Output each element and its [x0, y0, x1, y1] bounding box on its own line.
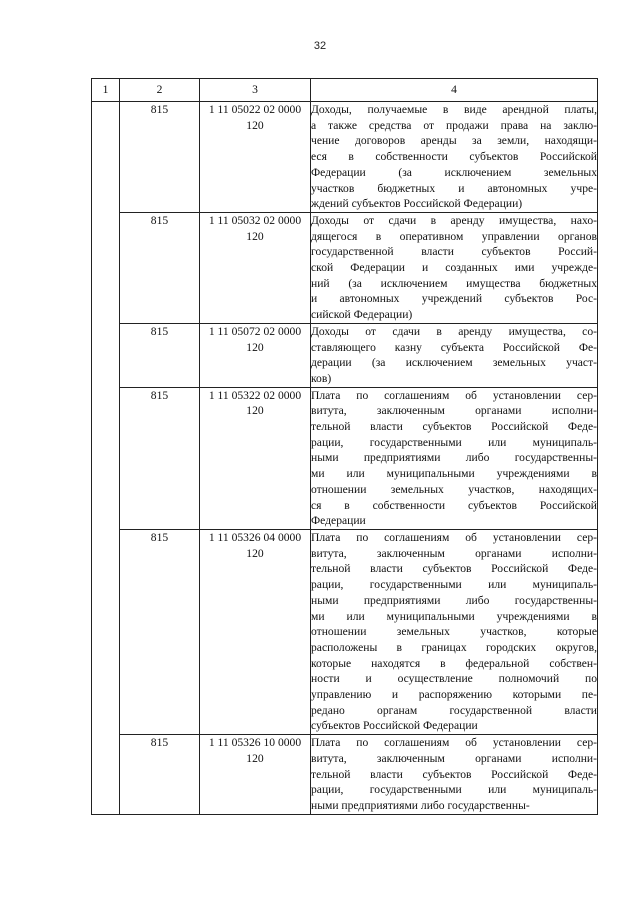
- header-row: [92, 79, 598, 102]
- administrator-code-cell: 815: [120, 529, 200, 734]
- description-line: витута, заключенным органами исполни-: [311, 546, 597, 560]
- description-line: Доходы от сдачи в аренду имущества, со-: [311, 324, 597, 338]
- revenue-description-cell: [311, 529, 598, 734]
- description-line: Доходы от сдачи в аренду имущества, нахо-: [311, 213, 597, 227]
- description-line: рации, государственными или муниципаль-: [311, 783, 597, 797]
- description-line: управлению и распоряжению которыми пе-: [311, 688, 597, 702]
- revenue-code-cell: 1 11 05326 04 0000 120: [200, 529, 311, 734]
- description-line: субъектов Российской Федерации: [311, 719, 478, 733]
- description-line: отношении земельных участков, которые: [311, 625, 597, 639]
- administrator-code-cell: 815: [120, 102, 200, 213]
- empty-column-1-cell: [92, 102, 120, 815]
- description-line: тельной власти субъектов Российской Феде-: [311, 420, 597, 434]
- description-line: Федерации (за исключением земельных: [311, 165, 597, 179]
- description-line: ми или муниципальными учреждениями в: [311, 609, 597, 623]
- table-header: [92, 79, 598, 102]
- description-line: ности и осуществление полномочий по: [311, 672, 597, 686]
- description-line: ний (за исключением имущества бюджетных: [311, 276, 597, 290]
- description-line: рации, государственными или муниципаль-: [311, 435, 597, 449]
- table-body: [92, 102, 598, 815]
- description-line: дящегося в оперативном управлении органов: [311, 229, 597, 243]
- revenue-code-cell: 1 11 05032 02 0000 120: [200, 212, 311, 323]
- revenue-code-cell: 1 11 05072 02 0000 120: [200, 323, 311, 387]
- administrator-code-cell: 815: [120, 735, 200, 815]
- revenue-code-cell: 1 11 05326 10 0000 120: [200, 735, 311, 815]
- description-line: государственной власти субъектов Россий-: [311, 245, 597, 259]
- table-row: [92, 529, 598, 734]
- column-header-4: 4: [311, 79, 598, 102]
- administrator-code-cell: 815: [120, 387, 200, 529]
- table-row: [92, 735, 598, 815]
- description-line: ков): [311, 371, 332, 385]
- administrator-code-cell: 815: [120, 212, 200, 323]
- description-line: рации, государственными или муниципаль-: [311, 578, 597, 592]
- column-header-2: 2: [120, 79, 200, 102]
- description-line: витута, заключенным органами исполни-: [311, 404, 597, 418]
- description-line: расположены в границах городских округов,: [311, 640, 597, 654]
- table-row: [92, 212, 598, 323]
- description-line: участков бюджетных и автономных учре-: [311, 181, 597, 195]
- description-line: Плата по соглашениям об установлении сер-: [311, 530, 597, 544]
- revenue-description-cell: [311, 735, 598, 815]
- revenue-code-cell: 1 11 05022 02 0000 120: [200, 102, 311, 213]
- administrator-code-cell: 815: [120, 323, 200, 387]
- description-line: ставляющего казну субъекта Российской Фе-: [311, 340, 597, 354]
- revenue-description-cell: [311, 102, 598, 213]
- column-header-3: 3: [200, 79, 311, 102]
- table-row: [92, 387, 598, 529]
- revenue-codes-table: [91, 78, 598, 815]
- description-line: ми или муниципальными учреждениями в: [311, 467, 597, 481]
- description-line: отношении земельных участков, находящих-: [311, 482, 597, 496]
- column-header-1: 1: [92, 79, 120, 102]
- revenue-description-cell: [311, 387, 598, 529]
- description-line: ными предприятиями либо государственны-: [311, 593, 597, 607]
- revenue-description-cell: [311, 323, 598, 387]
- description-line: тельной власти субъектов Российской Феде-: [311, 562, 597, 576]
- description-line: чение договоров аренды за земли, находящи-: [311, 134, 597, 148]
- revenue-code-cell: 1 11 05322 02 0000 120: [200, 387, 311, 529]
- description-line: витута, заключенным органами исполни-: [311, 751, 597, 765]
- page-number: 32: [313, 40, 327, 52]
- description-line: ся в собственности субъектов Российской: [311, 498, 597, 512]
- description-line: ской Федерации и созданных ими учрежде-: [311, 261, 597, 275]
- description-line: еся в собственности субъектов Российской: [311, 150, 597, 164]
- description-line: ными предприятиями либо государственны-: [311, 798, 530, 812]
- description-line: а также средства от продажи права на заклю-: [311, 118, 597, 132]
- description-line: ными предприятиями либо государственны-: [311, 451, 597, 465]
- description-line: ждений субъектов Российской Федерации): [311, 197, 523, 211]
- description-line: Плата по соглашениям об установлении сер-: [311, 388, 597, 402]
- table-row: [92, 323, 598, 387]
- description-line: дерации (за исключением земельных участ-: [311, 356, 597, 370]
- description-line: Федерации: [311, 514, 366, 528]
- description-line: которые находятся в федеральной собствен-: [311, 656, 597, 670]
- description-line: редано органам государственной власти: [311, 703, 597, 717]
- description-line: Плата по соглашениям об установлении сер-: [311, 736, 597, 750]
- table-row: [92, 102, 598, 213]
- description-line: тельной власти субъектов Российской Феде-: [311, 767, 597, 781]
- description-line: и автономных учреждений субъектов Рос-: [311, 292, 597, 306]
- description-line: сийской Федерации): [311, 308, 413, 322]
- description-line: Доходы, получаемые в виде арендной платы,: [311, 103, 597, 116]
- revenue-description-cell: [311, 212, 598, 323]
